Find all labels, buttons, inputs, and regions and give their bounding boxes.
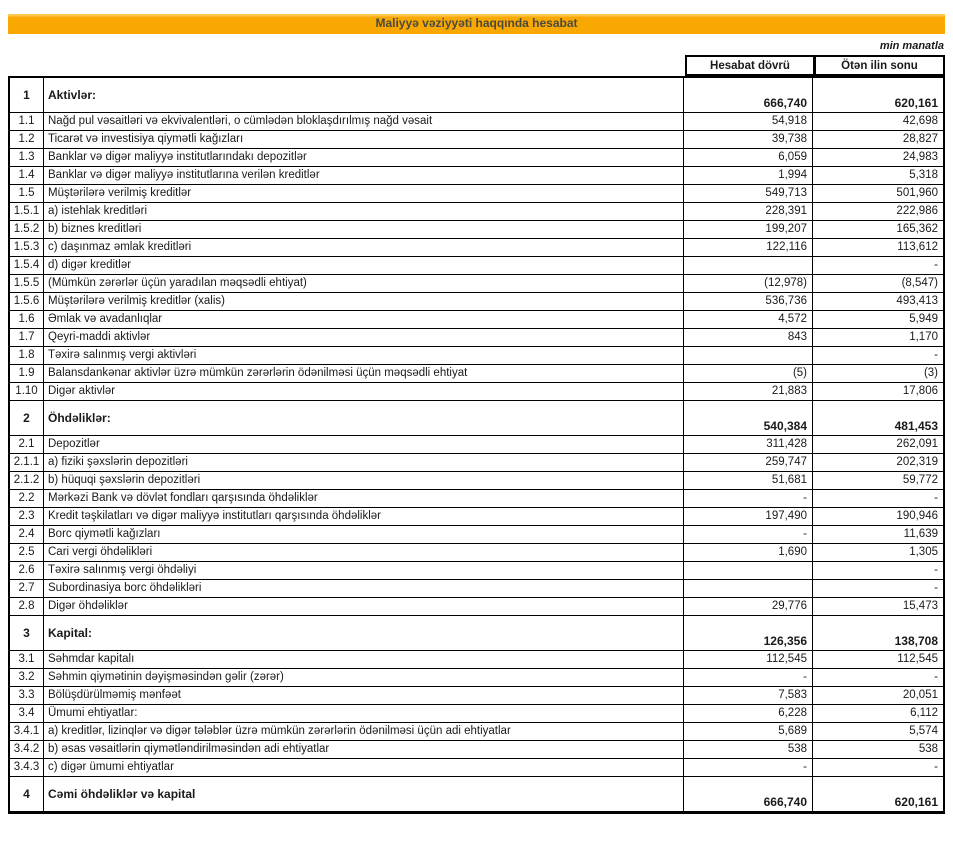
- row-number: 2.8: [18, 599, 35, 612]
- table-row: [10, 148, 943, 166]
- row-label: Digər aktivlər: [43, 383, 683, 400]
- row-value-period: [683, 347, 812, 364]
- row-number: 2: [23, 411, 30, 425]
- table-row: [10, 346, 943, 364]
- row-value-prior: -: [812, 490, 943, 507]
- row-number: 3.2: [18, 670, 35, 683]
- table-row: [10, 364, 943, 382]
- row-label: Digər öhdəliklər: [43, 598, 683, 615]
- row-value-prior: 202,319: [812, 454, 943, 471]
- row-value-prior: 15,473: [812, 598, 943, 615]
- row-value-period: 259,747: [683, 454, 812, 471]
- column-headers: [8, 55, 945, 76]
- row-number: 2.1.1: [13, 455, 40, 468]
- unit-note: min manatla: [879, 40, 944, 52]
- row-value-prior: 17,806: [812, 383, 943, 400]
- row-number: 2.7: [18, 581, 35, 594]
- row-value-prior: 262,091: [812, 436, 943, 453]
- row-value-period: 6,059: [683, 149, 812, 166]
- row-value-period: -: [683, 526, 812, 543]
- row-label: Təxirə salınmış vergi öhdəliyi: [43, 562, 683, 579]
- row-value-period: 29,776: [683, 598, 812, 615]
- row-number: 1.5.6: [13, 294, 40, 307]
- row-value-period: [683, 580, 812, 597]
- row-number: 1.5.2: [13, 222, 40, 235]
- row-value-period: -: [683, 759, 812, 776]
- row-value-prior: -: [812, 257, 943, 274]
- row-number: 1.5.5: [13, 276, 40, 289]
- row-value-period: 4,572: [683, 311, 812, 328]
- row-label: Aktivlər:: [43, 78, 683, 112]
- table-row: [10, 776, 943, 811]
- row-label: Balansdankənar aktivlər üzrə mümkün zərərlərin ödənilməsi üçün məqsədli ehtiyat: [43, 365, 683, 382]
- row-number: 1: [23, 88, 30, 102]
- row-value-prior: (3): [812, 365, 943, 382]
- row-label: Kredit təşkilatları və digər maliyyə institutları qarşısında öhdəliklər: [43, 508, 683, 525]
- row-value-prior: 222,986: [812, 203, 943, 220]
- row-value-prior: 620,161: [812, 78, 943, 112]
- row-number: 3.1: [18, 652, 35, 665]
- row-label: Cari vergi öhdəlikləri: [43, 544, 683, 561]
- row-number: 1.1: [18, 114, 35, 127]
- row-number: 1.10: [15, 384, 38, 397]
- row-label: Mərkəzi Bank və dövlət fondları qarşısında öhdəliklər: [43, 490, 683, 507]
- row-value-period: 666,740: [683, 78, 812, 112]
- row-number: 1.9: [18, 366, 35, 379]
- row-label: a) kreditlər, lizinqlər və digər tələblər üzrə mümkün zərərlərin ödənilməsi üçün adi ehtiyatlar: [43, 723, 683, 740]
- row-label: Ümumi ehtiyatlar:: [43, 705, 683, 722]
- table-row: [10, 704, 943, 722]
- row-value-prior: 24,983: [812, 149, 943, 166]
- row-label: Əmlak və avadanlıqlar: [43, 311, 683, 328]
- table-row: [10, 78, 943, 112]
- row-value-prior: 493,413: [812, 293, 943, 310]
- row-value-prior: 538: [812, 741, 943, 758]
- row-value-period: 540,384: [683, 401, 812, 435]
- row-number: 1.8: [18, 348, 35, 361]
- row-value-prior: 5,949: [812, 311, 943, 328]
- report-title-bar: [8, 14, 945, 34]
- row-label: Ticarət və investisiya qiymətli kağızları: [43, 131, 683, 148]
- row-value-period: 1,994: [683, 167, 812, 184]
- row-number: 3.4: [18, 706, 35, 719]
- table-row: [10, 310, 943, 328]
- table-row: [10, 274, 943, 292]
- row-value-prior: 501,960: [812, 185, 943, 202]
- row-value-period: 7,583: [683, 687, 812, 704]
- row-value-prior: 190,946: [812, 508, 943, 525]
- row-value-period: 199,207: [683, 221, 812, 238]
- row-value-period: 122,116: [683, 239, 812, 256]
- row-number: 3.4.2: [13, 742, 40, 755]
- row-value-period: 197,490: [683, 508, 812, 525]
- row-number: 1.3: [18, 150, 35, 163]
- row-value-prior: 20,051: [812, 687, 943, 704]
- row-label: Kapital:: [43, 616, 683, 650]
- row-value-period: 549,713: [683, 185, 812, 202]
- row-label: Nağd pul vəsaitləri və ekvivalentləri, o cümlədən bloklaşdırılmış nağd vəsait: [43, 113, 683, 130]
- table-row: [10, 615, 943, 650]
- row-value-period: 126,356: [683, 616, 812, 650]
- row-value-period: 843: [683, 329, 812, 346]
- row-value-prior: 11,639: [812, 526, 943, 543]
- table-row: [10, 292, 943, 310]
- row-value-period: 21,883: [683, 383, 812, 400]
- row-number: 1.5: [18, 186, 35, 199]
- row-value-prior: 620,161: [812, 777, 943, 811]
- table-row: [10, 650, 943, 668]
- row-number: 4: [23, 787, 30, 801]
- row-value-prior: -: [812, 580, 943, 597]
- row-value-period: 538: [683, 741, 812, 758]
- table-row: [10, 686, 943, 704]
- row-label: a) istehlak kreditləri: [43, 203, 683, 220]
- row-number: 1.2: [18, 132, 35, 145]
- table-row: [10, 238, 943, 256]
- row-label: Subordinasiya borc öhdəlikləri: [43, 580, 683, 597]
- row-value-prior: 5,574: [812, 723, 943, 740]
- table-row: [10, 722, 943, 740]
- row-value-prior: 1,305: [812, 544, 943, 561]
- row-label: b) biznes kreditləri: [43, 221, 683, 238]
- row-value-prior: -: [812, 347, 943, 364]
- table-row: [10, 328, 943, 346]
- row-value-period: 5,689: [683, 723, 812, 740]
- table-row: [10, 525, 943, 543]
- row-number: 1.6: [18, 312, 35, 325]
- row-number: 3.4.3: [13, 760, 40, 773]
- table-row: [10, 758, 943, 776]
- financial-table: [8, 76, 945, 814]
- row-value-period: -: [683, 669, 812, 686]
- row-value-period: (5): [683, 365, 812, 382]
- row-value-period: [683, 257, 812, 274]
- row-number: 1.5.3: [13, 240, 40, 253]
- row-label: Öhdəliklər:: [43, 401, 683, 435]
- row-label: d) digər kreditlər: [43, 257, 683, 274]
- row-value-period: 228,391: [683, 203, 812, 220]
- table-row: [10, 184, 943, 202]
- row-value-period: 6,228: [683, 705, 812, 722]
- row-label: Depozitlər: [43, 436, 683, 453]
- row-value-prior: 113,612: [812, 239, 943, 256]
- row-label: a) fiziki şəxslərin depozitləri: [43, 454, 683, 471]
- table-row: [10, 453, 943, 471]
- column-header-prior: Ötən ilin sonu: [814, 55, 945, 76]
- row-label: Təxirə salınmış vergi aktivləri: [43, 347, 683, 364]
- row-number: 3.3: [18, 688, 35, 701]
- row-value-prior: -: [812, 759, 943, 776]
- table-row: [10, 130, 943, 148]
- row-value-prior: 6,112: [812, 705, 943, 722]
- table-row: [10, 489, 943, 507]
- row-number: 2.6: [18, 563, 35, 576]
- row-number: 2.1.2: [13, 473, 40, 486]
- row-label: Cəmi öhdəliklər və kapital: [43, 777, 683, 811]
- row-label: b) əsas vəsaitlərin qiymətləndirilməsindən adi ehtiyatlar: [43, 741, 683, 758]
- row-value-period: 112,545: [683, 651, 812, 668]
- row-number: 1.4: [18, 168, 35, 181]
- table-row: [10, 166, 943, 184]
- table-row: [10, 382, 943, 400]
- column-header-spacer: [8, 55, 685, 76]
- row-label: b) hüquqi şəxslərin depozitləri: [43, 472, 683, 489]
- table-row: [10, 668, 943, 686]
- row-label: Müştərilərə verilmiş kreditlər: [43, 185, 683, 202]
- table-row: [10, 202, 943, 220]
- row-label: (Mümkün zərərlər üçün yaradılan məqsədli ehtiyat): [43, 275, 683, 292]
- row-value-prior: 165,362: [812, 221, 943, 238]
- table-row: [10, 112, 943, 130]
- row-number: 2.2: [18, 491, 35, 504]
- table-row: [10, 740, 943, 758]
- row-value-prior: -: [812, 562, 943, 579]
- row-value-prior: 481,453: [812, 401, 943, 435]
- row-label: Bölüşdürülməmiş mənfəət: [43, 687, 683, 704]
- row-number: 1.5.4: [13, 258, 40, 271]
- table-row: [10, 220, 943, 238]
- row-number: 2.3: [18, 509, 35, 522]
- row-number: 3: [23, 626, 30, 640]
- row-label: Banklar və digər maliyyə institutlarına verilən kreditlər: [43, 167, 683, 184]
- table-row: [10, 561, 943, 579]
- table-row: [10, 597, 943, 615]
- row-value-prior: 1,170: [812, 329, 943, 346]
- row-number: 1.7: [18, 330, 35, 343]
- row-number: 3.4.1: [13, 724, 40, 737]
- row-value-period: 666,740: [683, 777, 812, 811]
- row-value-prior: 42,698: [812, 113, 943, 130]
- row-value-period: 311,428: [683, 436, 812, 453]
- report-title: Maliyyə vəziyyəti haqqında hesabat: [375, 16, 578, 30]
- row-number: 2.1: [18, 437, 35, 450]
- row-value-period: (12,978): [683, 275, 812, 292]
- table-row: [10, 507, 943, 525]
- row-label: Banklar və digər maliyyə institutlarındakı depozitlər: [43, 149, 683, 166]
- row-value-period: [683, 562, 812, 579]
- row-label: Səhmin qiymətinin dəyişməsindən gəlir (zərər): [43, 669, 683, 686]
- row-value-prior: 112,545: [812, 651, 943, 668]
- row-label: c) digər ümumi ehtiyatlar: [43, 759, 683, 776]
- row-value-period: 54,918: [683, 113, 812, 130]
- row-number: 2.5: [18, 545, 35, 558]
- table-row: [10, 256, 943, 274]
- row-value-period: 1,690: [683, 544, 812, 561]
- row-label: Borc qiymətli kağızları: [43, 526, 683, 543]
- column-header-period: Hesabat dövrü: [685, 55, 814, 76]
- row-value-prior: -: [812, 669, 943, 686]
- row-value-period: -: [683, 490, 812, 507]
- table-row: [10, 435, 943, 453]
- row-label: Müştərilərə verilmiş kreditlər (xalis): [43, 293, 683, 310]
- table-row: [10, 543, 943, 561]
- row-value-period: 51,681: [683, 472, 812, 489]
- table-row: [10, 400, 943, 435]
- table-row: [10, 579, 943, 597]
- row-label: c) daşınmaz əmlak kreditləri: [43, 239, 683, 256]
- row-number: 1.5.1: [13, 204, 40, 217]
- row-value-prior: 5,318: [812, 167, 943, 184]
- row-label: Qeyri-maddi aktivlər: [43, 329, 683, 346]
- row-value-prior: 59,772: [812, 472, 943, 489]
- row-number: 2.4: [18, 527, 35, 540]
- row-value-prior: 28,827: [812, 131, 943, 148]
- row-value-period: 39,738: [683, 131, 812, 148]
- table-row: [10, 471, 943, 489]
- row-value-prior: 138,708: [812, 616, 943, 650]
- row-value-period: 536,736: [683, 293, 812, 310]
- row-value-prior: (8,547): [812, 275, 943, 292]
- row-label: Səhmdar kapitalı: [43, 651, 683, 668]
